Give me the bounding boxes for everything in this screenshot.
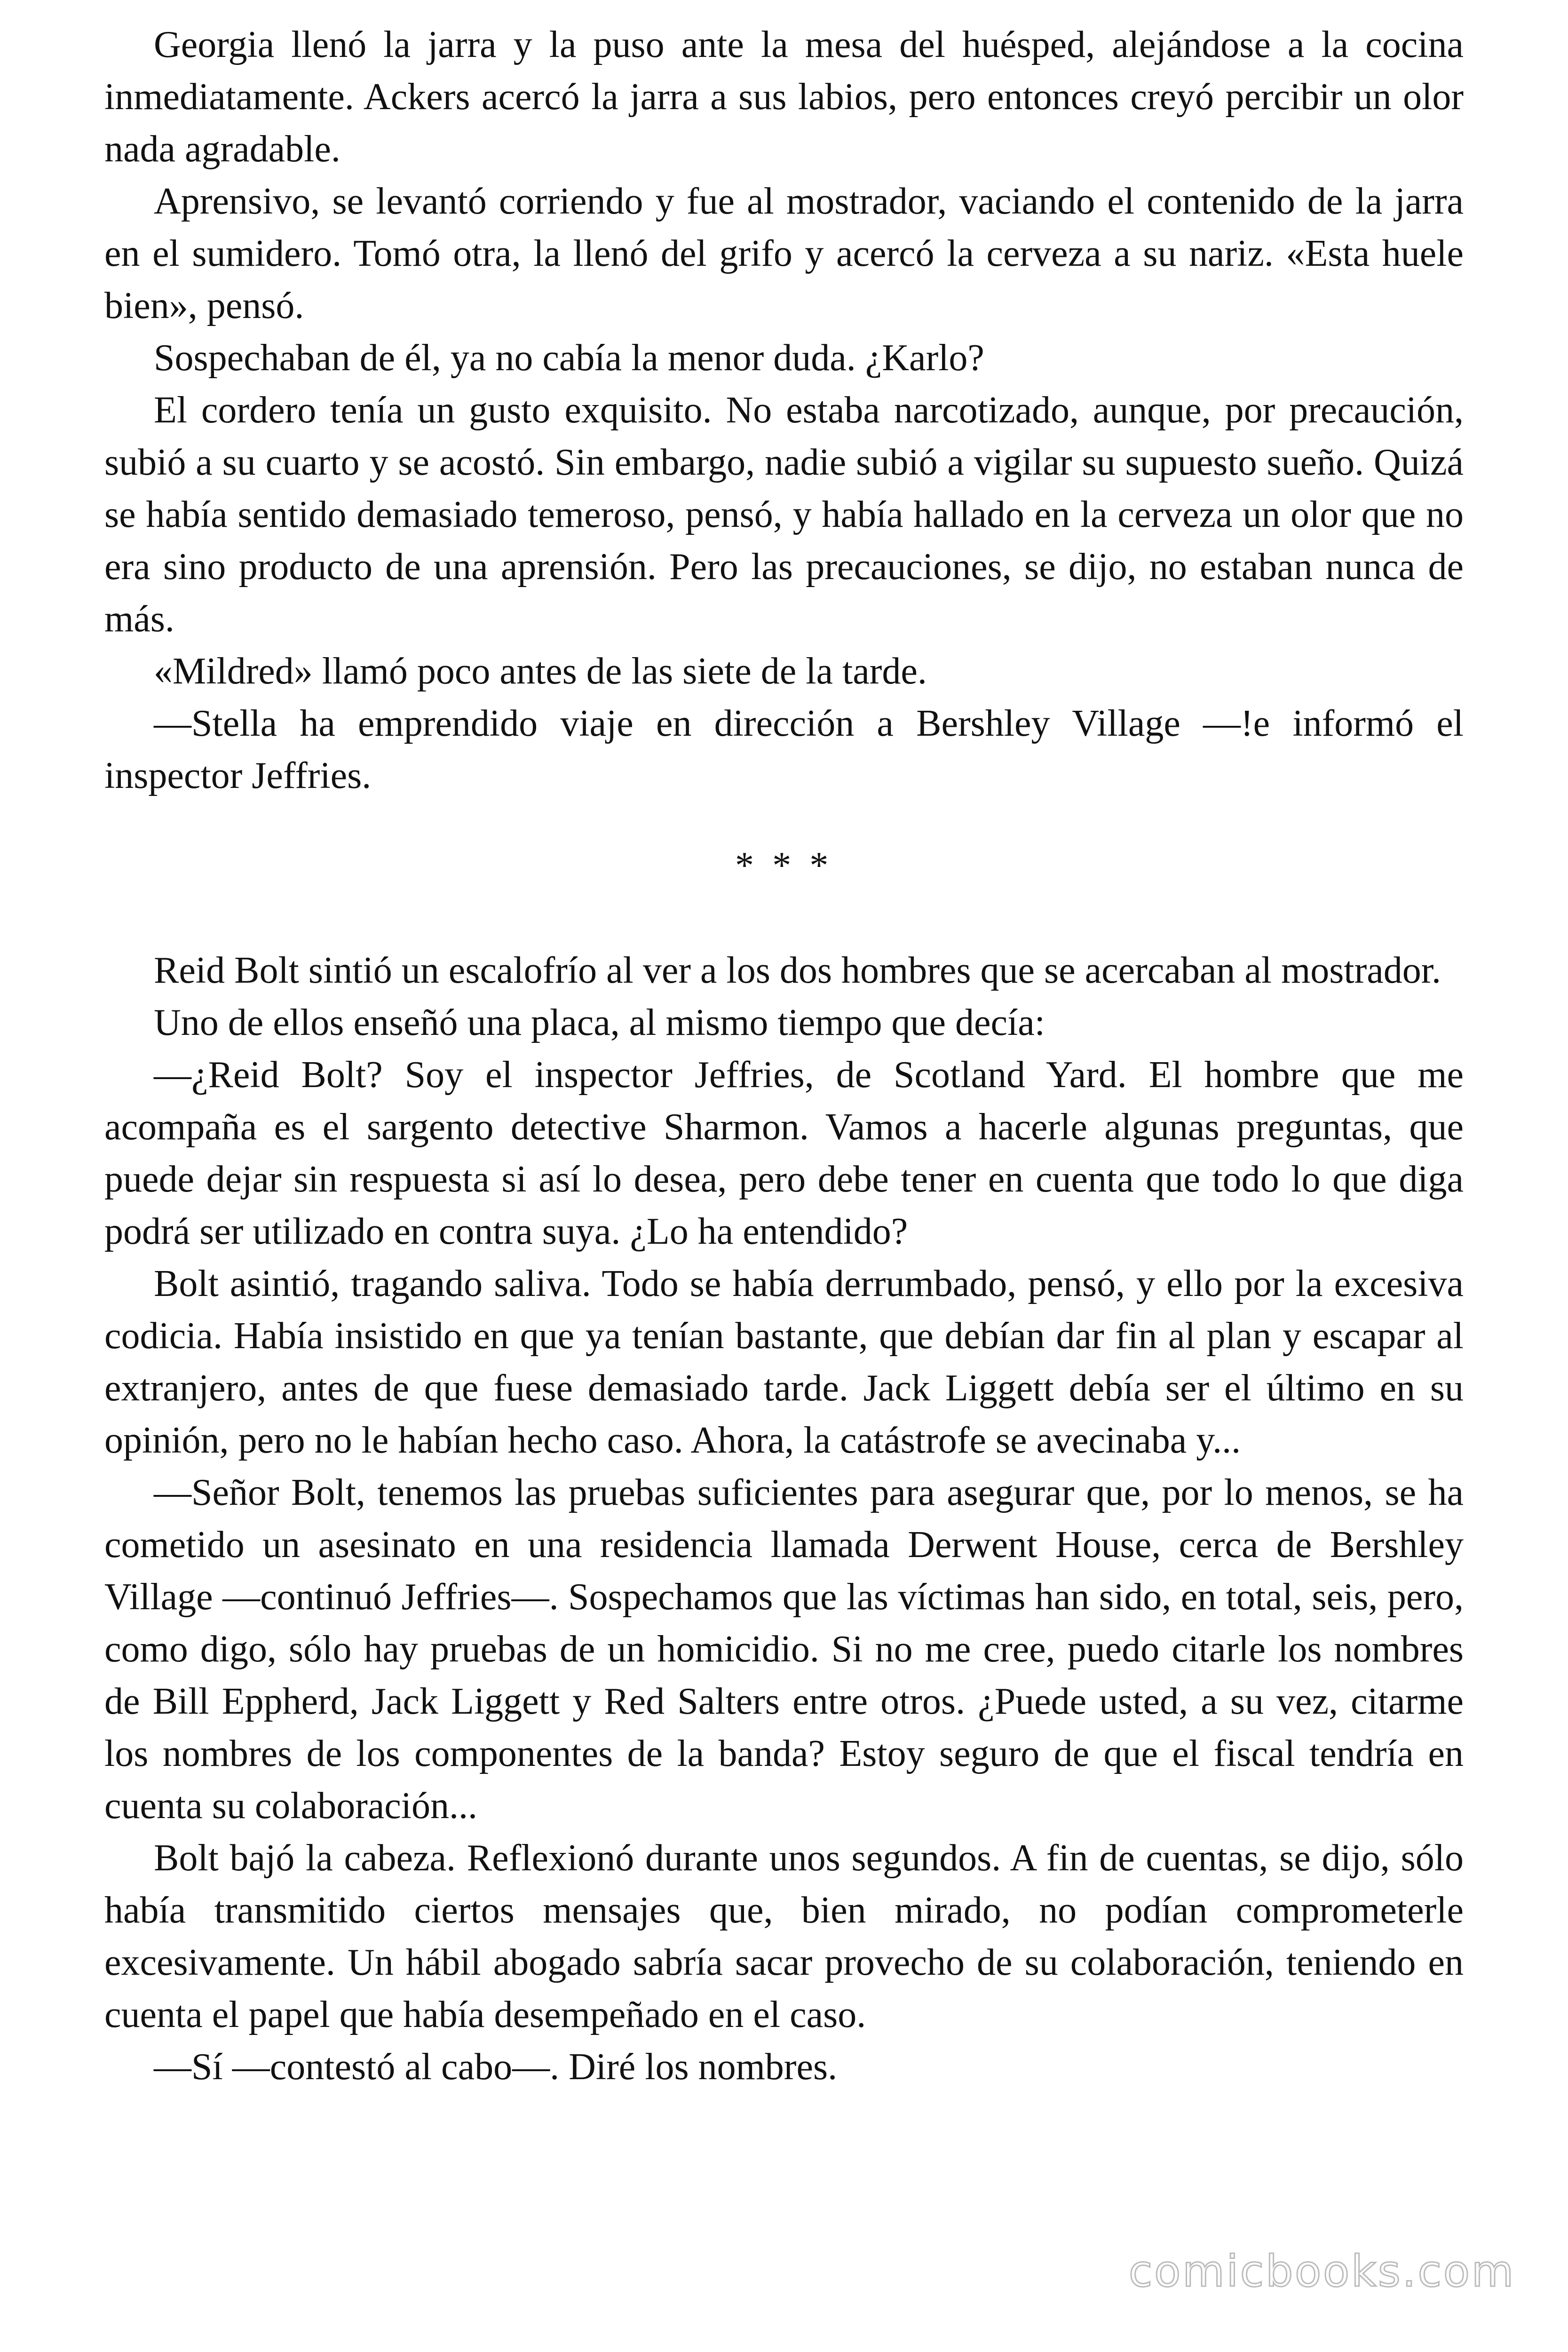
watermark: comicbooks.com bbox=[1128, 2246, 1515, 2296]
paragraph: —Sí —contestó al cabo—. Diré los nombres. bbox=[154, 2046, 838, 2088]
paragraph: Georgia llenó la jarra y la puso ante la mesa del huésped, alejándose a la cocina inmediatamente. Ackers acercó la jarra a sus labios, pero entonces creyó percibir un olor nada agradable. bbox=[104, 24, 1464, 170]
section-1 bbox=[104, 19, 1464, 802]
paragraph: Sospechaban de él, ya no cabía la menor duda. ¿Karlo? bbox=[154, 337, 984, 379]
paragraph: El cordero tenía un gusto exquisito. No estaba narcotizado, aunque, por precaución, subió a su cuarto y se acostó. Sin embargo, nadie subió a vigilar su supuesto sueño. Quizá se había sentido demasiado temeroso, pensó, y había hallado en la cerveza un olor que no era sino producto de una aprensión. Pero las precauciones, se dijo, no estaban nunca de más. bbox=[104, 389, 1464, 640]
section-separator: * * * bbox=[735, 845, 833, 886]
paragraph: Bolt bajó la cabeza. Reflexionó durante unos segundos. A fin de cuentas, se dijo, sólo había transmitido ciertos mensajes que, bien mirado, no podían comprometerle excesivamente. Un hábil abogado sabría sacar provecho de su colaboración, teniendo en cuenta el papel que había desempeñado en el caso. bbox=[104, 1837, 1464, 2035]
paragraph: Reid Bolt sintió un escalofrío al ver a los dos hombres que se acercaban al mostrador. bbox=[154, 950, 1441, 991]
section-2 bbox=[104, 945, 1464, 2093]
page-body bbox=[104, 19, 1464, 2093]
paragraph: «Mildred» llamó poco antes de las siete de la tarde. bbox=[154, 651, 927, 692]
paragraph: Uno de ellos enseñó una placa, al mismo tiempo que decía: bbox=[154, 1002, 1045, 1043]
paragraph: —¿Reid Bolt? Soy el inspector Jeffries, de Scotland Yard. El hombre que me acompaña es el sargento detective Sharmon. Vamos a hacerle algunas preguntas, que puede dejar sin respuesta si así lo desea, pero debe tener en cuenta que todo lo que diga podrá ser utilizado en contra suya. ¿Lo ha entendido? bbox=[104, 1054, 1464, 1252]
paragraph: —Stella ha emprendido viaje en dirección a Bershley Village —!e informó el inspector Jeffries. bbox=[104, 703, 1464, 796]
paragraph: Bolt asintió, tragando saliva. Todo se había derrumbado, pensó, y ello por la excesiva codicia. Había insistido en que ya tenían bastante, que debían dar fin al plan y escapar al extranjero, antes de que fuese demasiado tarde. Jack Liggett debía ser el último en su opinión, pero no le habían hecho caso. Ahora, la catástrofe se avecinaba y... bbox=[104, 1263, 1464, 1461]
paragraph: —Señor Bolt, tenemos las pruebas suficientes para asegurar que, por lo menos, se ha cometido un asesinato en una residencia llamada Derwent House, cerca de Bershley Village —continuó Jeffries—. Sospechamos que las víctimas han sido, en total, seis, pero, como digo, sólo hay pruebas de un homicidio. Si no me cree, puedo citarle los nombres de Bill Eppherd, Jack Liggett y Red Salters entre otros. ¿Puede usted, a su vez, citarme los nombres de los componentes de la banda? Estoy seguro de que el fiscal tendría en cuenta su colaboración... bbox=[104, 1472, 1464, 1827]
paragraph: Aprensivo, se levantó corriendo y fue al mostrador, vaciando el contenido de la jarra en el sumidero. Tomó otra, la llenó del grifo y acercó la cerveza a su nariz. «Esta huele bien», pensó. bbox=[104, 181, 1464, 326]
